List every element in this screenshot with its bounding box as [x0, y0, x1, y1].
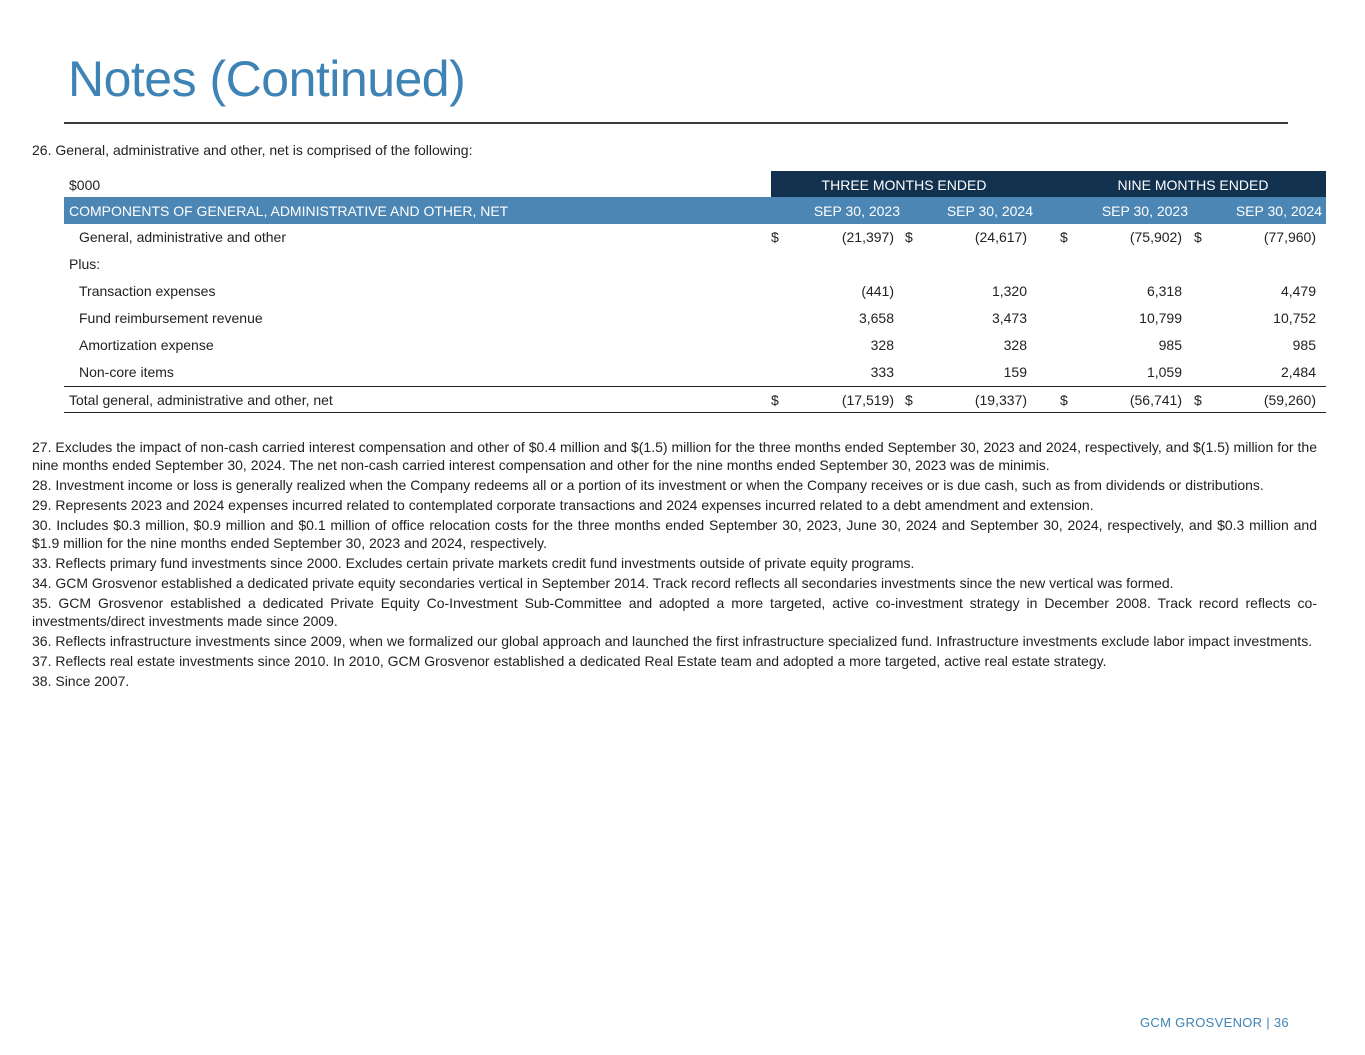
- currency-symbol: $: [1194, 392, 1202, 408]
- row-label: Non-core items: [79, 364, 174, 380]
- cell-value: (24,617): [974, 229, 1027, 245]
- table-column-header: [64, 197, 1326, 224]
- currency-symbol: $: [905, 392, 913, 408]
- cell-value: 333: [870, 364, 894, 380]
- cell-value: (17,519): [841, 392, 894, 408]
- footnote: 37. Reflects real estate investments since 2010. In 2010, GCM Grosvenor established a dedicated Real Estate team and adopted a more targeted, active real estate strategy.: [32, 653, 1107, 669]
- currency-symbol: $: [771, 392, 779, 408]
- cell-value: (21,397): [841, 229, 894, 245]
- cell-value: (75,902): [1129, 229, 1182, 245]
- row-label: Transaction expenses: [79, 283, 216, 299]
- cell-value: 328: [870, 337, 894, 353]
- column-header: SEP 30, 2024: [946, 203, 1033, 219]
- section-label: COMPONENTS OF GENERAL, ADMINISTRATIVE AND OTHER, NET: [69, 203, 509, 219]
- currency-symbol: $: [905, 229, 913, 245]
- page-footer: GCM GROSVENOR | 36: [1140, 1015, 1289, 1030]
- cell-value: 3,658: [858, 310, 894, 326]
- footnote: 36. Reflects infrastructure investments since 2009, when we formalized our global approach and launched the first infrastructure specialized fund. Infrastructure investments exclude labor impact investments.: [32, 633, 1313, 649]
- cell-value: (77,960): [1263, 229, 1316, 245]
- table-intro: 26. General, administrative and other, net is comprised of the following:: [32, 142, 473, 158]
- column-header: SEP 30, 2023: [1101, 203, 1188, 219]
- currency-symbol: $: [1194, 229, 1202, 245]
- footnote: 28. Investment income or loss is generally realized when the Company redeems all or a portion of its investment or when the Company receives or is due cash, such as from dividends or distributions.: [32, 477, 1264, 493]
- footnote: 27. Excludes the impact of non-cash carried interest compensation and other of $0.4 million and $(1.5) million for the three months ended September 30, 2023 and 2024, respectively, and $(1.5) million for the nine months ended September 30, 2024. The net non-cash carried interest compensation and other for the nine months ended September 30, 2023 was de minimis.: [32, 439, 1317, 473]
- cell-value: 4,479: [1280, 283, 1316, 299]
- row-label: Fund reimbursement revenue: [79, 310, 263, 326]
- table-row: [64, 359, 1326, 386]
- total-row: [64, 386, 1326, 413]
- cell-value: (441): [861, 283, 894, 299]
- column-header: SEP 30, 2023: [813, 203, 900, 219]
- row-label: Plus:: [69, 256, 101, 272]
- group-nine-months: NINE MONTHS ENDED: [1117, 177, 1269, 193]
- table-row: [64, 251, 1326, 278]
- currency-symbol: $: [1060, 229, 1068, 245]
- title-divider: [64, 122, 1288, 124]
- footnote: 30. Includes $0.3 million, $0.9 million and $0.1 million of office relocation costs for the three months ended September 30, 2023, June 30, 2024 and September 30, 2024, respectively, and $0.3 million and $1.9 million for the nine months ended September 30, 2023 and 2024, respectively.: [32, 517, 1317, 551]
- row-label: Total general, administrative and other, net: [69, 392, 333, 408]
- group-three-months: THREE MONTHS ENDED: [821, 177, 987, 193]
- cell-value: 3,473: [991, 310, 1027, 326]
- footnote: 29. Represents 2023 and 2024 expenses incurred related to contemplated corporate transactions and 2024 expenses incurred related to a debt amendment and extension.: [32, 497, 1094, 513]
- row-label: Amortization expense: [79, 337, 214, 353]
- cell-value: 985: [1158, 337, 1182, 353]
- footnote: 35. GCM Grosvenor established a dedicated Private Equity Co-Investment Sub-Committee and adopted a more targeted, active co-investment strategy in December 2008. Track record reflects co-investments/direct investments made since 2009.: [32, 595, 1317, 629]
- currency-symbol: $: [771, 229, 779, 245]
- cell-value: 328: [1003, 337, 1027, 353]
- cell-value: 10,752: [1273, 310, 1316, 326]
- footnotes: [32, 438, 1317, 692]
- table-row: [64, 305, 1326, 332]
- cell-value: 6,318: [1146, 283, 1182, 299]
- cell-value: (56,741): [1129, 392, 1182, 408]
- footnote: 33. Reflects primary fund investments since 2000. Excludes certain private markets credit fund investments outside of private equity programs.: [32, 555, 915, 571]
- cell-value: (59,260): [1263, 392, 1316, 408]
- footnote: 34. GCM Grosvenor established a dedicated private equity secondaries vertical in September 2014. Track record reflects all secondaries investments since the new vertical was formed.: [32, 575, 1174, 591]
- table-row: [64, 224, 1326, 251]
- page-title: Notes (Continued): [68, 51, 466, 107]
- table-row: [64, 332, 1326, 359]
- cell-value: (19,337): [974, 392, 1027, 408]
- cell-value: 10,799: [1139, 310, 1182, 326]
- ga-components-table: [64, 171, 1326, 413]
- cell-value: 1,320: [991, 283, 1027, 299]
- table-row: [64, 278, 1326, 305]
- table-group-header: [64, 171, 1326, 197]
- cell-value: 985: [1292, 337, 1316, 353]
- cell-value: 1,059: [1146, 364, 1182, 380]
- cell-value: 2,484: [1280, 364, 1316, 380]
- cell-value: 159: [1003, 364, 1027, 380]
- column-header: SEP 30, 2024: [1235, 203, 1322, 219]
- row-label: General, administrative and other: [79, 229, 286, 245]
- footnote: 38. Since 2007.: [32, 673, 130, 689]
- currency-symbol: $: [1060, 392, 1068, 408]
- unit-label: $000: [69, 177, 101, 193]
